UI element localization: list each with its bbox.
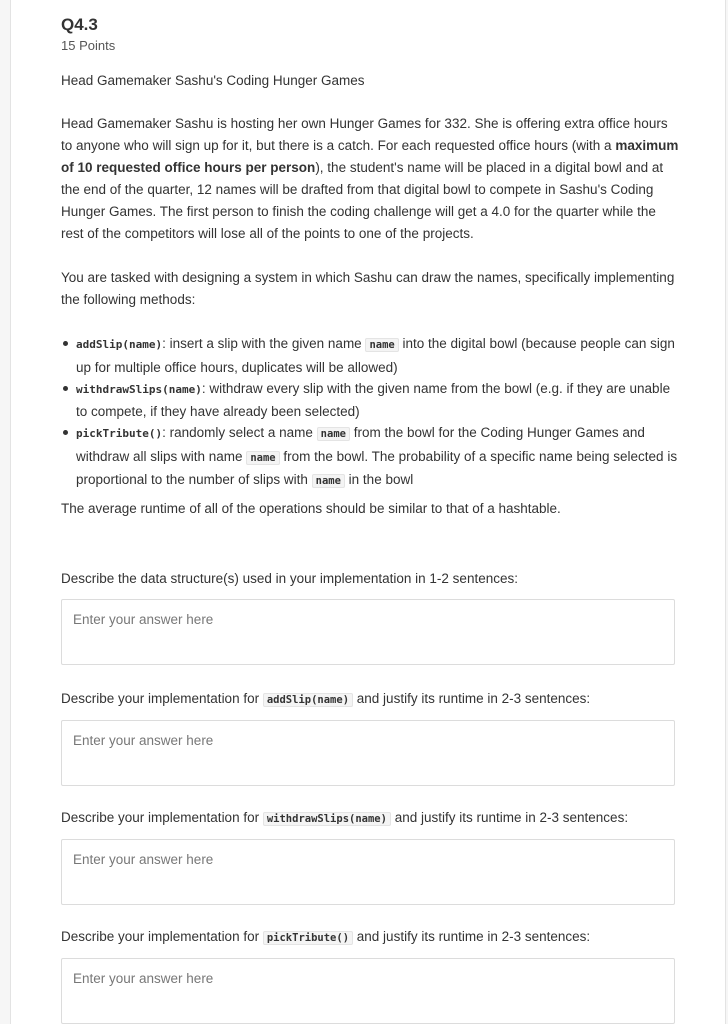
answer-input-data-structure[interactable] xyxy=(61,599,675,665)
method-signature: addSlip(name) xyxy=(76,338,163,351)
inline-code: withdrawSlips(name) xyxy=(263,812,391,826)
inline-code: pickTribute() xyxy=(263,931,353,945)
inline-code: name xyxy=(365,338,398,352)
prompt-picktribute xyxy=(61,927,679,948)
answer-block-picktribute xyxy=(61,927,679,1024)
prompt-data-structure xyxy=(61,569,679,589)
method-text: : insert a slip with the given name xyxy=(162,336,366,351)
method-text: from the bowl for the Coding Hunger Games and withdraw all slips with name xyxy=(76,425,645,464)
method-signature: pickTribute() xyxy=(76,427,163,440)
inline-code: addSlip(name) xyxy=(263,693,353,707)
method-text: from the bowl. The probability of a specific name being selected is proportional to the number of slips with xyxy=(76,448,678,487)
intro-paragraph xyxy=(61,113,679,245)
prompt-text: Describe the data structure(s) used in your implementation in 1-2 sentences: xyxy=(61,571,518,586)
bullet-icon xyxy=(63,430,68,435)
prompt-text: and justify its runtime in 2-3 sentences: xyxy=(390,810,629,825)
method-text: : withdraw every slip with the given name from the bowl (e.g. if they are unable to compete, if they have already been selected) xyxy=(76,381,671,419)
average-runtime-note: The average runtime of all of the operations should be similar to that of a hashtable. xyxy=(61,500,561,516)
inline-code: name xyxy=(246,451,279,465)
prompt-text: Describe your implementation for xyxy=(61,691,263,706)
task-paragraph: You are tasked with designing a system in which Sashu can draw the names, specifically implementing the following methods: xyxy=(61,270,675,307)
intro-text-1: Head Gamemaker Sashu is hosting her own Hunger Games for 332. She is offering extra office hours to anyone who will sign up for it, but there is a catch. For each requested office hours (with a xyxy=(61,116,668,153)
bullet-icon xyxy=(63,386,68,391)
prompt-text: and justify its runtime in 2-3 sentences: xyxy=(353,929,591,944)
methods-list xyxy=(61,333,679,493)
method-text: in the bowl xyxy=(344,472,414,487)
prompt-withdrawslips xyxy=(61,808,679,829)
method-text: into the digital bowl (because people can sign up for multiple office hours, duplicates will be allowed) xyxy=(76,336,675,375)
question-number: Q4.3 xyxy=(61,15,98,34)
answer-block-withdrawslips xyxy=(61,808,679,905)
bullet-icon xyxy=(63,341,68,346)
question-content xyxy=(61,14,679,944)
answer-input-addslip[interactable] xyxy=(61,720,675,786)
question-points: 15 Points xyxy=(61,38,116,53)
answer-block-data-structure xyxy=(61,569,679,665)
intro-bold: maximum of 10 requested office hours per person xyxy=(61,138,679,175)
method-signature: withdrawSlips(name) xyxy=(76,383,202,396)
inline-code: name xyxy=(312,474,345,488)
answer-input-picktribute[interactable] xyxy=(61,958,675,1024)
inline-code: name xyxy=(317,427,350,441)
method-item-picktribute xyxy=(76,422,679,493)
prompt-text: Describe your implementation for xyxy=(61,810,263,825)
prompt-text: Describe your implementation for xyxy=(61,929,263,944)
method-item-addslip xyxy=(76,333,679,378)
prompt-addslip xyxy=(61,689,679,710)
answer-block-addslip xyxy=(61,689,679,786)
prompt-text: and justify its runtime in 2-3 sentences: xyxy=(353,691,591,706)
method-text: : randomly select a name xyxy=(162,425,317,440)
method-item-withdrawslips xyxy=(76,378,679,422)
question-title: Head Gamemaker Sashu's Coding Hunger Games xyxy=(61,73,365,88)
question-page xyxy=(10,0,726,1024)
intro-text-2: ), the student's name will be placed in a digital bowl and at the end of the quarter, 12 names will be drafted from that digital bowl to compete in Sashu's Coding Hunger Games. The first person to finish the coding challenge will get a 4.0 for the quarter while the rest of the competitors will lose all of the points to one of the projects. xyxy=(61,160,664,241)
answer-input-withdrawslips[interactable] xyxy=(61,839,675,905)
